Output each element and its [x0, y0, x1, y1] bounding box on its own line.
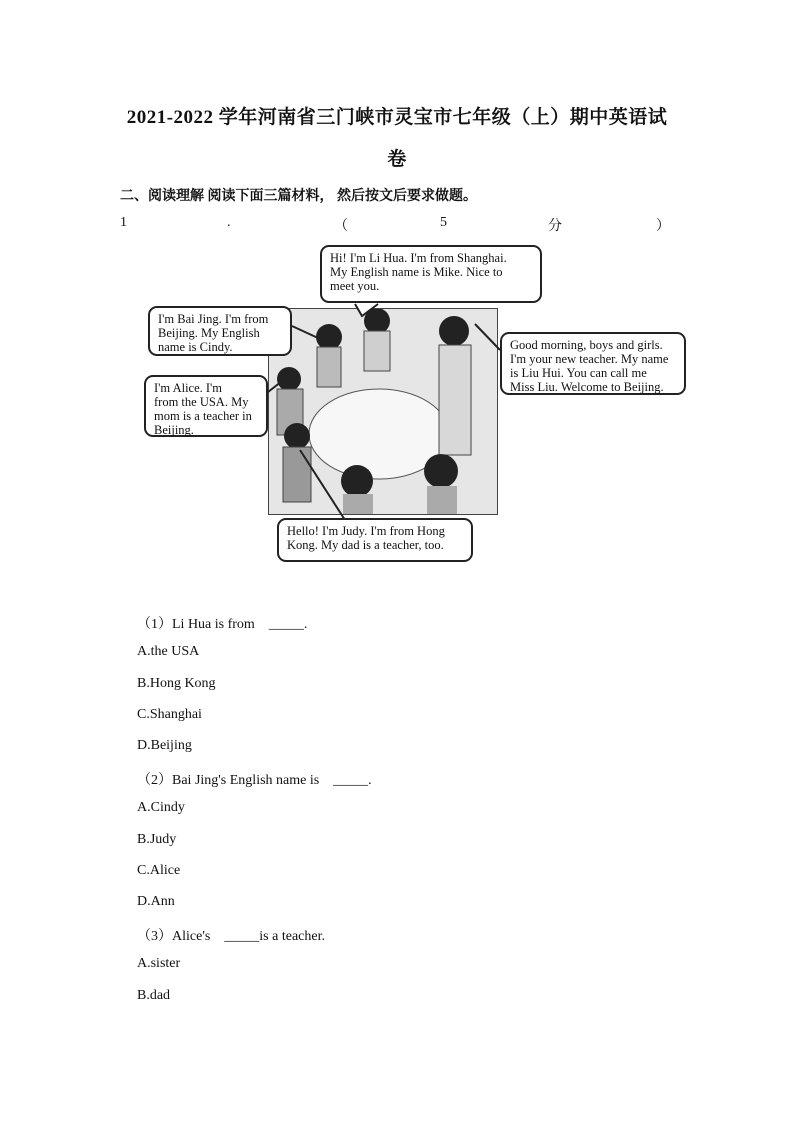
question-stem: （2）Bai Jing's English name is _____.	[137, 773, 372, 788]
section-heading: 二、阅读理解 阅读下面三篇材料， 然后按文后要求做题。	[120, 189, 477, 204]
question-stem: （1）Li Hua is from _____.	[137, 617, 308, 632]
page-title-continued: 卷	[387, 149, 407, 170]
points-close-paren: ）	[656, 219, 670, 234]
answer-option[interactable]: D.Beijing	[137, 738, 192, 753]
speech-bubble-alice: I'm Alice. I'm from the USA. My mom is a teacher in Beijing.	[144, 375, 268, 437]
speech-bubble-bai-jing: I'm Bai Jing. I'm from Beijing. My English name is Cindy.	[148, 306, 292, 356]
answer-option[interactable]: D.Ann	[137, 894, 175, 909]
classroom-illustration	[140, 240, 700, 570]
answer-option[interactable]: B.Judy	[137, 832, 177, 847]
answer-option[interactable]: A.Cindy	[137, 800, 185, 815]
answer-option[interactable]: A.sister	[137, 956, 181, 971]
points-unit: 分	[548, 219, 562, 234]
question-number: 1	[120, 215, 127, 230]
answer-option[interactable]: B.Hong Kong	[137, 676, 216, 691]
question-header	[120, 215, 668, 235]
answer-option[interactable]: C.Shanghai	[137, 707, 202, 722]
page-title: 2021-2022 学年河南省三门峡市灵宝市七年级（上）期中英语试	[126, 107, 668, 128]
answer-option[interactable]: C.Alice	[137, 863, 181, 878]
answer-option[interactable]: A.the USA	[137, 644, 200, 659]
question-stem: （3）Alice's _____is a teacher.	[137, 929, 325, 944]
question-points: 5	[440, 215, 447, 230]
speech-bubble-judy: Hello! I'm Judy. I'm from Hong Kong. My dad is a teacher, too.	[277, 518, 473, 562]
speech-bubble-teacher: Good morning, boys and girls. I'm your new teacher. My name is Liu Hui. You can call me Miss Liu. Welcome to Beijing.	[500, 332, 686, 395]
points-open-paren: （	[334, 219, 348, 234]
question-dot: .	[227, 215, 231, 230]
answer-option[interactable]: B.dad	[137, 988, 171, 1003]
speech-bubble-li-hua: Hi! I'm Li Hua. I'm from Shanghai. My English name is Mike. Nice to meet you.	[320, 245, 542, 303]
